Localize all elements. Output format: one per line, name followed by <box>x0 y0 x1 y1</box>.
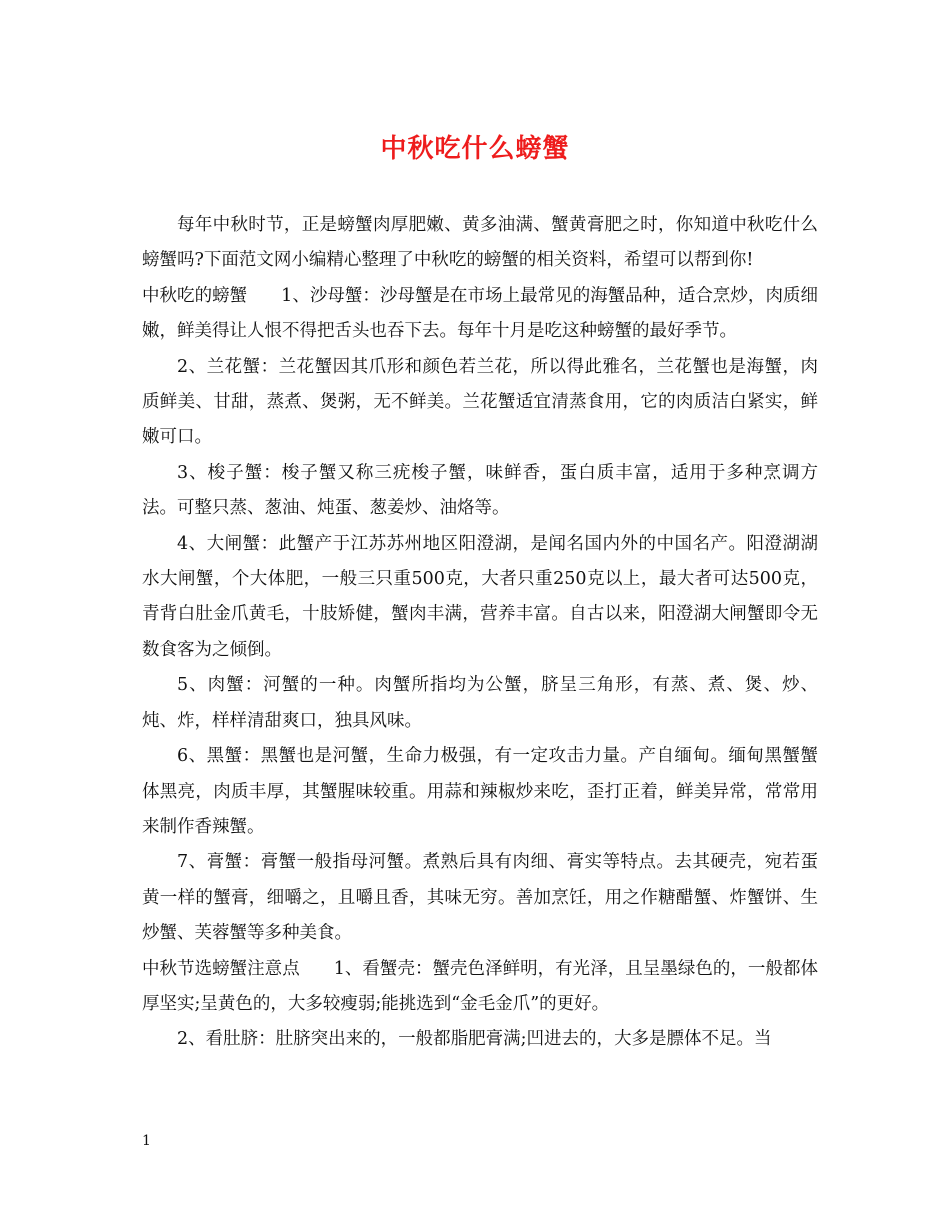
crab-item-2: 2、兰花蟹：兰花蟹因其爪形和颜色若兰花，所以得此雅名，兰花蟹也是海蟹，肉质鲜美、甘甜，蒸煮、煲粥，无不鲜美。兰花蟹适宜清蒸食用，它的肉质洁白紧实，鲜嫩可口。 <box>142 356 818 448</box>
crab-item-7: 7、膏蟹：膏蟹一般指母河蟹。煮熟后具有肉细、膏实等特点。去其硬壳，宛若蛋黄一样的蟹膏，细嚼之，且嚼且香，其味无穷。善加烹饪，用之作糖醋蟹、炸蟹饼、生炒蟹、芙蓉蟹等多种美食。 <box>142 852 818 944</box>
crab-item-3: 3、梭子蟹：梭子蟹又称三疣梭子蟹，味鲜香，蛋白质丰富，适用于多种烹调方法。可整只蒸、葱油、炖蛋、葱姜炒、油烙等。 <box>142 462 818 519</box>
section-1-heading: 中秋吃的螃蟹 <box>142 285 248 306</box>
intro-paragraph: 每年中秋时节，正是螃蟹肉厚肥嫩、黄多油满、蟹黄膏肥之时，你知道中秋吃什么螃蟹吗?下面范文网小编精心整理了中秋吃的螃蟹的相关资料，希望可以帮到你! <box>142 215 818 271</box>
crab-item-6: 6、黑蟹：黑蟹也是河蟹，生命力极强，有一定攻击力量。产自缅甸。缅甸黑蟹蟹体黑亮，肉质丰厚，其蟹腥味较重。用蒜和辣椒炒来吃，歪打正着，鲜美异常，常常用来制作香辣蟹。 <box>142 746 818 837</box>
section-2-text: 1、看蟹壳：蟹壳色泽鲜明，有光泽，且呈墨绿色的，一般都体厚坚实;呈黄色的，大多较瘦弱;能挑选到“金毛金爪”的更好。 <box>142 958 818 1014</box>
page-number: 1 <box>142 1133 151 1149</box>
section-1-text: 1、沙母蟹：沙母蟹是在市场上最常见的海蟹品种，适合烹炒，肉质细嫩，鲜美得让人恨不得把舌头也吞下去。每年十月是吃这种螃蟹的最好季节。 <box>142 285 819 342</box>
section-1-paragraph <box>142 279 818 350</box>
document-title: 中秋吃什么螃蟹 <box>380 134 570 164</box>
section-2-paragraph <box>142 952 818 1023</box>
crab-item-4: 4、大闸蟹：此蟹产于江苏苏州地区阳澄湖，是闻名国内外的中国名产。阳澄湖湖水大闸蟹，个大体肥，一般三只重500克，大者只重250克以上，最大者可达500克，青背白肚金爪黄毛，十肢矫健，蟹肉丰满，营养丰富。自古以来，阳澄湖大闸蟹即令无数食客为之倾倒。 <box>142 533 818 660</box>
section-2-heading: 中秋节选螃蟹注意点 <box>142 958 300 979</box>
selection-tip-2: 2、看肚脐：肚脐突出来的，一般都脂肥膏满;凹进去的，大多是膘体不足。当 <box>177 1029 772 1050</box>
document-body <box>142 208 818 1058</box>
crab-item-5: 5、肉蟹：河蟹的一种。肉蟹所指均为公蟹，脐呈三角形，有蒸、煮、煲、炒、炖、炸，样样清甜爽口，独具风味。 <box>142 675 818 731</box>
